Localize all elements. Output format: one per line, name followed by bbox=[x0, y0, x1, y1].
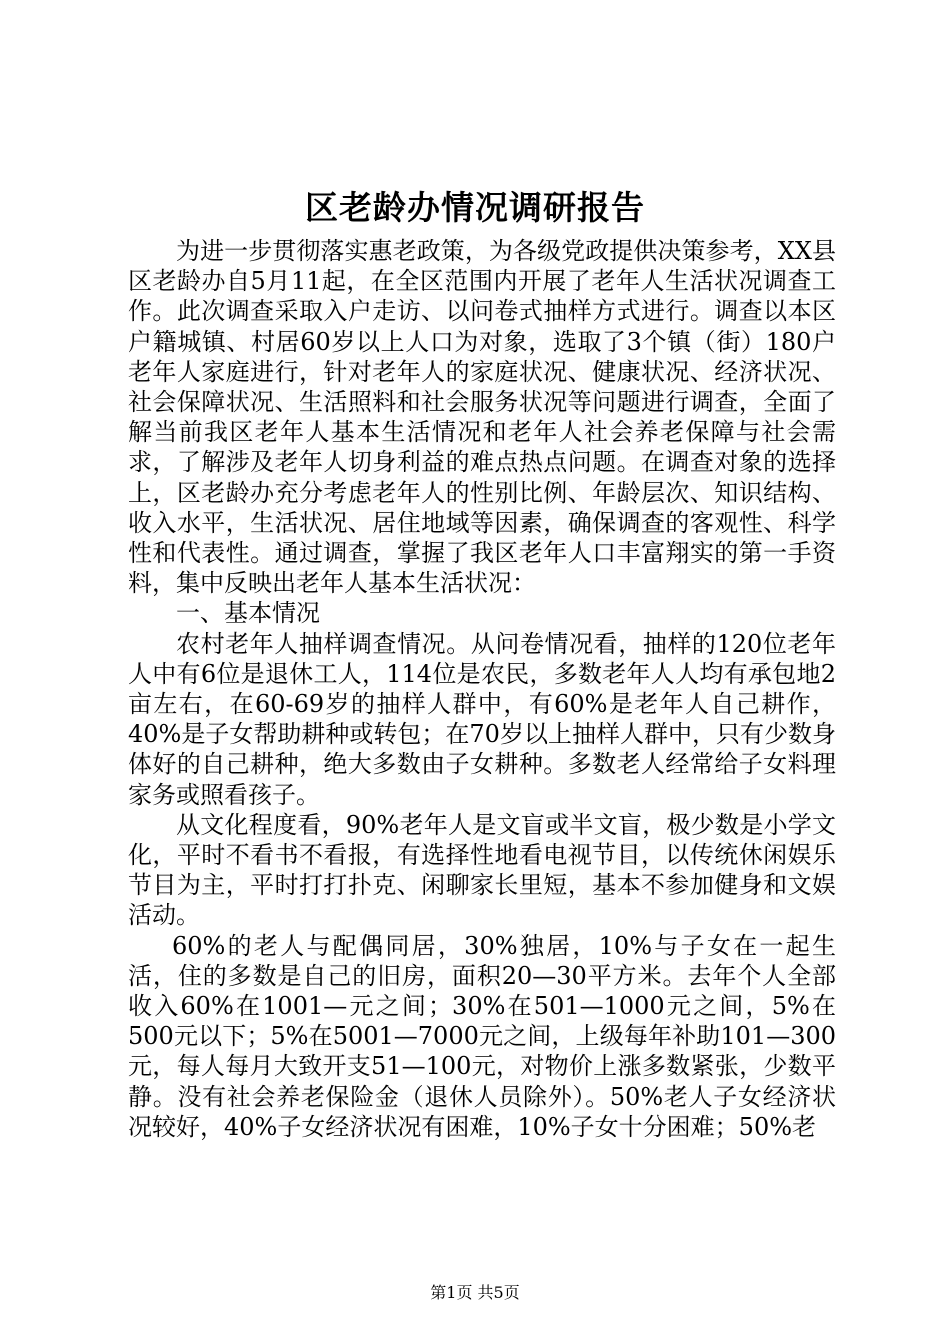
paragraph-living-income: 60%的老人与配偶同居，30%独居，10%与子女在一起生活，住的多数是自己的旧房，面积20—30平方米。去年个人全部收入60%在1001—元之间；30%在501—1000元之间，5%在500元以下；5%在5001—7000元之间，上级每年补助101—300元，每人每月大致开支51—100元，对物价上涨多数紧张，少数平静。没有社会养老保险金（退休人员除外）。50%老人子女经济状况较好，40%子女经济状况有困难，10%子女十分困难；50%老 bbox=[128, 931, 836, 1141]
page-footer: 第1页 共5页 bbox=[430, 1283, 520, 1302]
paragraph-education: 从文化程度看，90%老年人是文盲或半文盲，极少数是小学文化，平时不看书不看报，有选择性地看电视节目，以传统休闲娱乐节目为主，平时打打扑克、闲聊家长里短，基本不参加健身和文娱活动。 bbox=[128, 810, 836, 930]
section-heading-basic: 一、基本情况 bbox=[176, 599, 320, 628]
document-title: 区老龄办情况调研报告 bbox=[305, 188, 645, 227]
paragraph-intro: 为进一步贯彻落实惠老政策，为各级党政提供决策参考，XX县区老龄办自5月11起，在全区范围内开展了老年人生活状况调查工作。此次调查采取入户走访、以问卷式抽样方式进行。调查以本区户籍城镇、村居60岁以上人口为对象，选取了3个镇（街）180户老年人家庭进行，针对老年人的家庭状况、健康状况、经济状况、社会保障状况、生活照料和社会服务状况等问题进行调查，全面了解当前我区老年人基本生活情况和老年人社会养老保障与社会需求，了解涉及老年人切身利益的难点热点问题。在调查对象的选择上，区老龄办充分考虑老年人的性别比例、年龄层次、知识结构、收入水平，生活状况、居住地域等因素，确保调查的客观性、科学性和代表性。通过调查，掌握了我区老年人口丰富翔实的第一手资料，集中反映出老年人基本生活状况： bbox=[128, 237, 836, 598]
document-body bbox=[128, 236, 836, 1142]
paragraph-rural-survey: 农村老年人抽样调查情况。从问卷情况看，抽样的120位老年人中有6位是退休工人，114位是农民，多数老年人人均有承包地2亩左右，在60-69岁的抽样人群中，有60%是老年人自己耕作，40%是子女帮助耕种或转包；在70岁以上抽样人群中，只有少数身体好的自己耕种，绝大多数由子女耕种。多数老人经常给子女料理家务或照看孩子。 bbox=[128, 629, 836, 809]
